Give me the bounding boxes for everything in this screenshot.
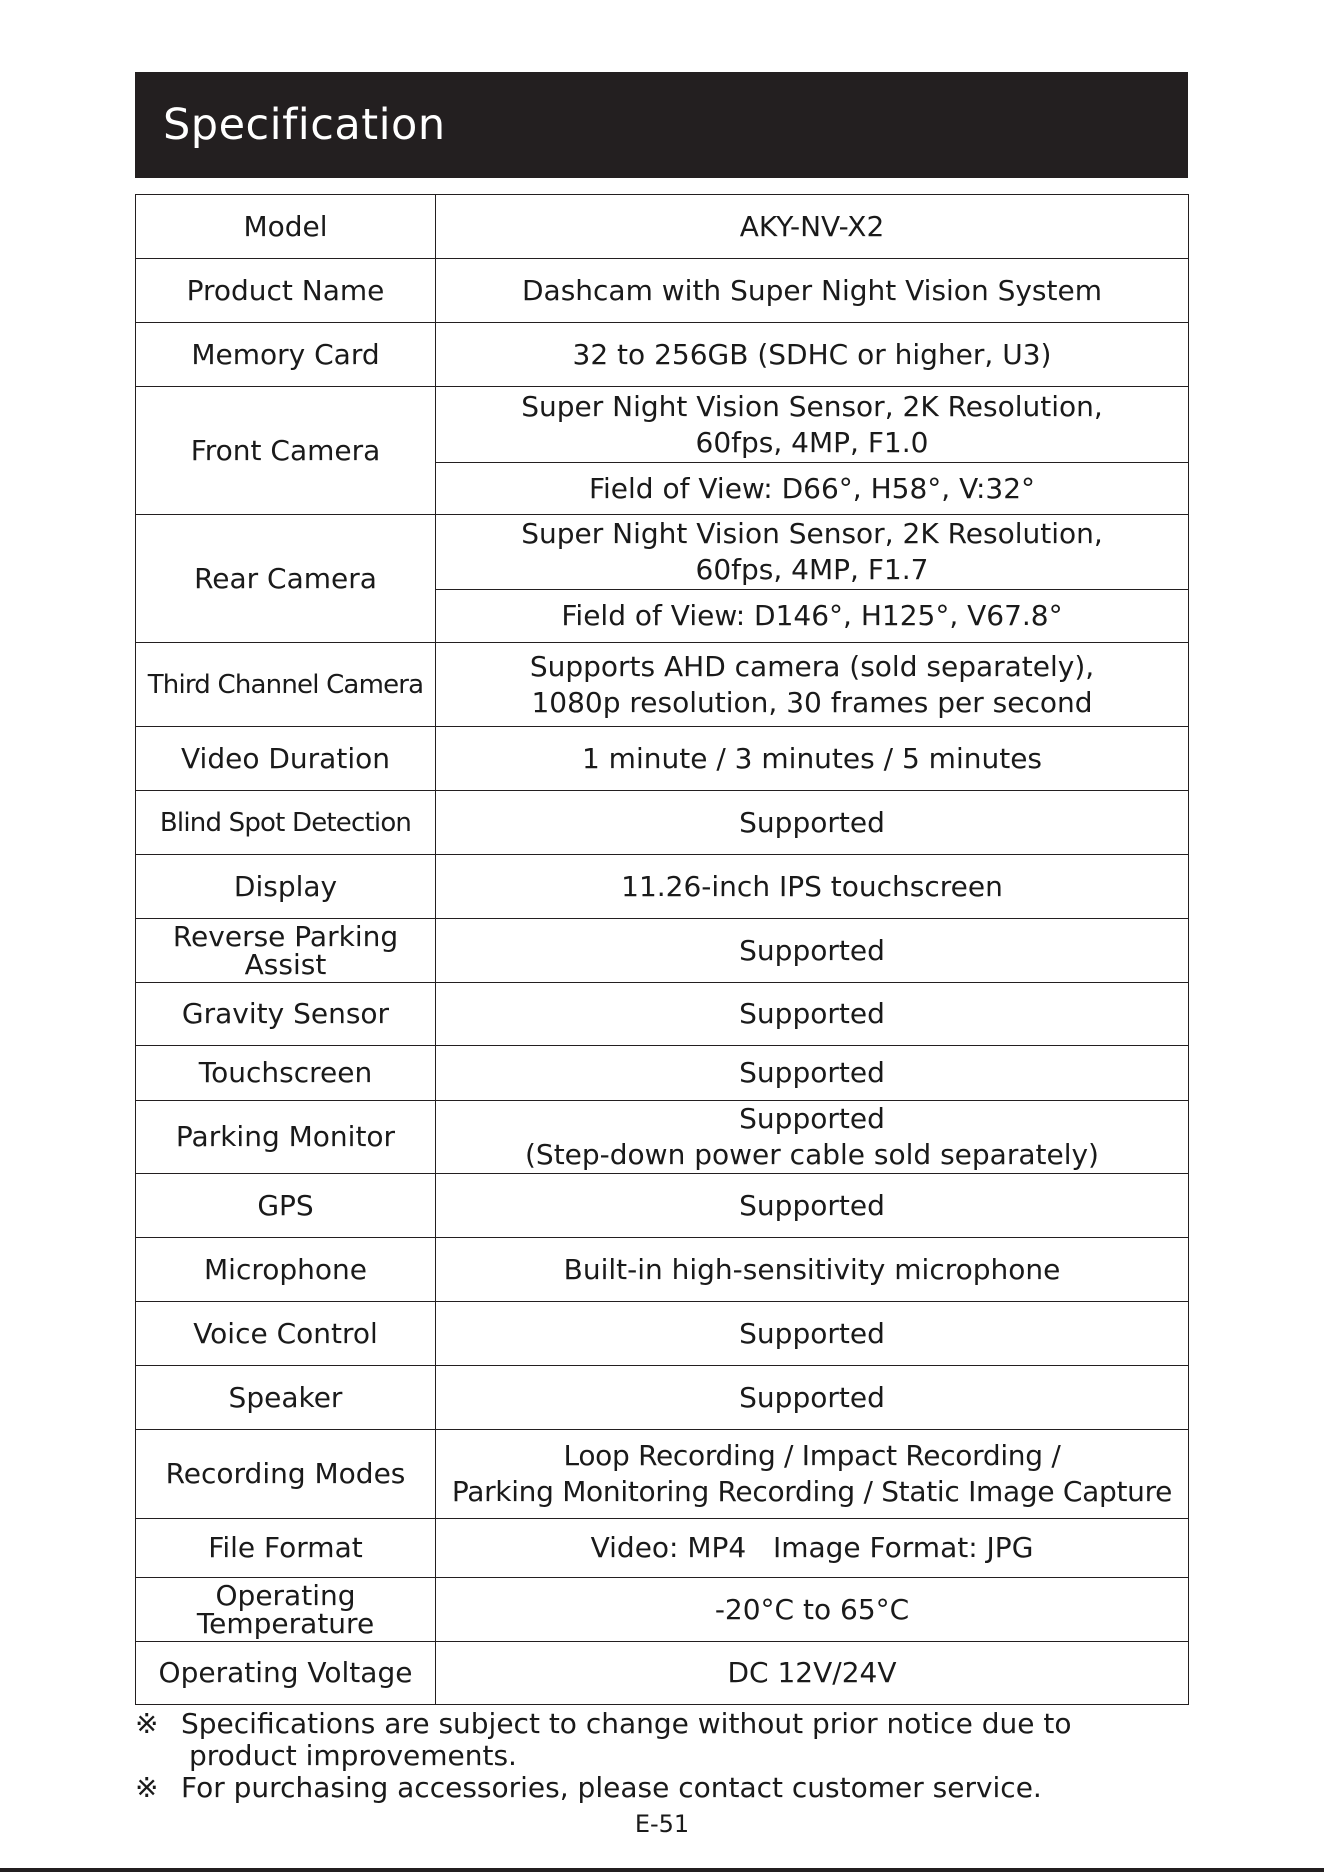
- footnotes: [135, 1708, 1188, 1804]
- spec-label-third-channel-camera: Third Channel Camera: [136, 643, 436, 727]
- spec-label-line: Operating: [215, 1578, 356, 1612]
- spec-value-gps: Supported: [436, 1174, 1189, 1238]
- spec-label-reverse-parking-assist: [136, 919, 436, 983]
- spec-label-operating-temperature: [136, 1578, 436, 1642]
- table-row: [136, 1302, 1189, 1366]
- table-row: [136, 919, 1189, 983]
- spec-value-line: Super Night Vision Sensor, 2K Resolution,: [521, 517, 1103, 550]
- table-row: [136, 1366, 1189, 1430]
- spec-value-line: Supports AHD camera (sold separately),: [529, 649, 1095, 683]
- spec-value-product-name: Dashcam with Super Night Vision System: [436, 259, 1189, 323]
- table-row: [136, 515, 1189, 590]
- spec-value-memory-card: 32 to 256GB (SDHC or higher, U3): [436, 323, 1189, 387]
- footnote-line: product improvements.: [189, 1739, 517, 1772]
- table-row: [136, 643, 1189, 727]
- spec-label-memory-card: Memory Card: [136, 323, 436, 387]
- spec-value-parking-monitor: [436, 1101, 1189, 1174]
- spec-label-video-duration: Video Duration: [136, 727, 436, 791]
- footnote-item: [135, 1772, 1188, 1804]
- section-header-bar: [135, 72, 1188, 178]
- table-row: [136, 387, 1189, 463]
- spec-value-third-channel-camera: [436, 643, 1189, 727]
- spec-label-line: Reverse Parking: [172, 919, 399, 953]
- table-row: [136, 727, 1189, 791]
- spec-label-rear-camera: Rear Camera: [136, 515, 436, 643]
- spec-value-voice-control: Supported: [436, 1302, 1189, 1366]
- spec-value-line: Super Night Vision Sensor, 2K Resolution,: [521, 389, 1103, 423]
- spec-label-gps: GPS: [136, 1174, 436, 1238]
- spec-value-front-camera-sensor: [436, 387, 1189, 463]
- table-row: [136, 259, 1189, 323]
- spec-label-line: Temperature: [196, 1606, 375, 1640]
- spec-value-recording-modes: [436, 1430, 1189, 1519]
- spec-label-parking-monitor: Parking Monitor: [136, 1101, 436, 1174]
- spec-label-line: Assist: [244, 947, 327, 981]
- table-row: [136, 1101, 1189, 1174]
- spec-label-front-camera: Front Camera: [136, 387, 436, 515]
- spec-label-touchscreen: Touchscreen: [136, 1046, 436, 1101]
- spec-label-file-format: File Format: [136, 1519, 436, 1578]
- spec-value-model: AKY-NV-X2: [436, 195, 1189, 259]
- reference-mark-icon: ※: [135, 1707, 159, 1740]
- bottom-divider: [0, 1868, 1324, 1872]
- footnote-line: For purchasing accessories, please contact customer service.: [181, 1771, 1042, 1804]
- table-row: [136, 1238, 1189, 1302]
- spec-value-blind-spot-detection: Supported: [436, 791, 1189, 855]
- spec-label-voice-control: Voice Control: [136, 1302, 436, 1366]
- spec-value-line: 60fps, 4MP, F1.0: [695, 425, 929, 459]
- table-row: [136, 1578, 1189, 1642]
- spec-value-rear-camera-sensor: [436, 515, 1189, 590]
- table-row: [136, 855, 1189, 919]
- spec-label-model: Model: [136, 195, 436, 259]
- spec-value-reverse-parking-assist: Supported: [436, 919, 1189, 983]
- page-number: E-51: [634, 1810, 690, 1838]
- spec-value-touchscreen: Supported: [436, 1046, 1189, 1101]
- spec-value-line: 60fps, 4MP, F1.7: [695, 553, 929, 586]
- table-row: [136, 1430, 1189, 1519]
- spec-value-text: Video: MP4 Image Format: JPG: [590, 1531, 1034, 1564]
- spec-label-recording-modes: Recording Modes: [136, 1430, 436, 1519]
- table-row: [136, 323, 1189, 387]
- spec-value-rear-camera-fov: Field of View: D146°, H125°, V67.8°: [436, 590, 1189, 643]
- table-row: [136, 195, 1189, 259]
- spec-value-line: 1080p resolution, 30 frames per second: [531, 685, 1093, 719]
- spec-label-speaker: Speaker: [136, 1366, 436, 1430]
- table-row: [136, 1642, 1189, 1705]
- spec-value-file-format: [436, 1519, 1189, 1578]
- table-row: [136, 791, 1189, 855]
- spec-value-microphone: Built-in high-sensitivity microphone: [436, 1238, 1189, 1302]
- spec-label-microphone: Microphone: [136, 1238, 436, 1302]
- spec-value-front-camera-fov: Field of View: D66°, H58°, V:32°: [436, 463, 1189, 515]
- footnote-item: [135, 1708, 1188, 1772]
- spec-value-operating-temperature: -20°C to 65°C: [436, 1578, 1189, 1642]
- spec-value-speaker: Supported: [436, 1366, 1189, 1430]
- spec-value-line: (Step-down power cable sold separately): [525, 1138, 1099, 1171]
- section-title: Specification: [163, 100, 446, 150]
- specification-table: [135, 194, 1189, 1705]
- spec-value-line: Supported: [739, 1102, 885, 1135]
- spec-value-display: 11.26-inch IPS touchscreen: [436, 855, 1189, 919]
- table-row: [136, 1174, 1189, 1238]
- spec-label-product-name: Product Name: [136, 259, 436, 323]
- spec-value-gravity-sensor: Supported: [436, 983, 1189, 1046]
- spec-label-display: Display: [136, 855, 436, 919]
- spec-value-line: Parking Monitoring Recording / Static Image Capture: [451, 1475, 1173, 1508]
- table-row: [136, 1519, 1189, 1578]
- spec-label-gravity-sensor: Gravity Sensor: [136, 983, 436, 1046]
- spec-label-blind-spot-detection: Blind Spot Detection: [136, 791, 436, 855]
- footnote-line: Specifications are subject to change without prior notice due to: [181, 1707, 1072, 1740]
- spec-value-video-duration: 1 minute / 3 minutes / 5 minutes: [436, 727, 1189, 791]
- table-row: [136, 983, 1189, 1046]
- spec-label-operating-voltage: Operating Voltage: [136, 1642, 436, 1705]
- spec-value-line: Loop Recording / Impact Recording /: [563, 1439, 1061, 1472]
- table-row: [136, 1046, 1189, 1101]
- reference-mark-icon: ※: [135, 1771, 159, 1804]
- spec-value-operating-voltage: DC 12V/24V: [436, 1642, 1189, 1705]
